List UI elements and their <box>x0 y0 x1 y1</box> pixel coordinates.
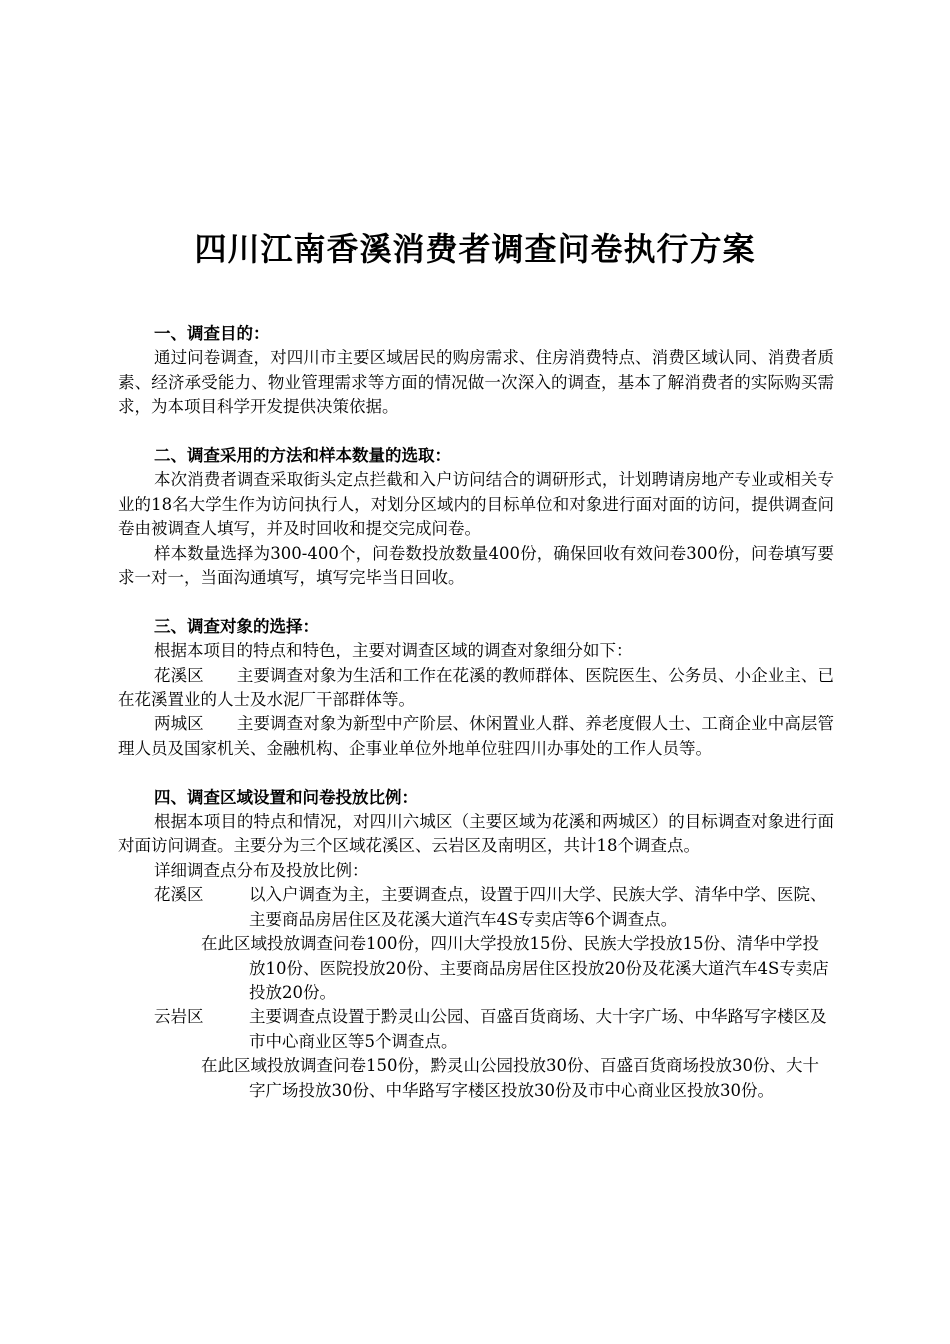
paragraph: 根据本项目的特点和特色，主要对调查区域的调查对象细分如下： <box>154 641 633 661</box>
area-text: 主要调查对象为生活和工作在花溪的教师群体、医院医生、公务员、小企业主、已在花溪置业的人士及水泥厂干部群体等。 <box>118 665 835 710</box>
area-text: 主要调查点设置于黔灵山公园、百盛百货商场、大十字广场、中华路写字楼区及市中心商业区等5个调查点。 <box>249 1007 827 1051</box>
area-label: 云岩区 <box>154 1007 204 1027</box>
area-label: 两城区 <box>154 714 204 734</box>
section-heading: 三、调查对象的选择： <box>154 616 319 636</box>
allocation-text: 在此区域投放调查问卷100份，四川大学投放15份、民族大学投放15份、清华中学投放10份、医院投放20份、主要商品房居住区投放20份及花溪大道汽车4S专卖店投放20份。 <box>201 934 829 1002</box>
area-text: 主要调查对象为新型中产阶层、休闲置业人群、养老度假人士、工商企业中高层管理人员及国家机关、金融机构、企事业单位外地单位驻四川办事处的工作人员等。 <box>118 714 835 758</box>
section-heading: 二、调查采用的方法和样本数量的选取： <box>154 446 451 466</box>
area-label: 花溪区 <box>154 665 204 685</box>
document-body <box>118 322 834 1103</box>
paragraph: 通过问卷调查，对四川市主要区域居民的购房需求、住房消费特点、消费区域认同、消费者质素、经济承受能力、物业管理需求等方面的情况做一次深入的调查，基本了解消费者的实际购买需求，为本项目科学开发提供决策依据。 <box>118 348 834 417</box>
paragraph: 本次消费者调查采取街头定点拦截和入户访问结合的调研形式，计划聘请房地产专业或相关专业的18名大学生作为访问执行人，对划分区域内的目标单位和对象进行面对面的访问，提供调查问卷由被调查人填写，并及时回收和提交完成问卷。 <box>118 470 834 539</box>
paragraph: 样本数量选择为300-400个，问卷数投放数量400份，确保回收有效问卷300份，问卷填写要求一对一，当面沟通填写，填写完毕当日回收。 <box>118 543 834 588</box>
section-heading: 四、调查区域设置和问卷投放比例： <box>154 787 418 807</box>
allocation-text: 在此区域投放调查问卷150份，黔灵山公园投放30份、百盛百货商场投放30份、大十字广场投放30份、中华路写字楼区投放30份及市中心商业区投放30份。 <box>201 1056 819 1100</box>
area-text: 以入户调查为主，主要调查点，设置于四川大学、民族大学、清华中学、医院、主要商品房居住区及花溪大道汽车4S专卖店等6个调查点。 <box>249 885 827 929</box>
area-description <box>118 664 834 713</box>
distribution-item <box>118 883 834 932</box>
paragraph: 详细调查点分布及投放比例： <box>154 860 369 880</box>
area-description <box>118 712 834 761</box>
paragraph: 根据本项目的特点和情况，对四川六城区（主要区域为花溪和两城区）的目标调查对象进行面对面访问调查。主要分为三个区域花溪区、云岩区及南明区，共计18个调查点。 <box>118 812 834 856</box>
area-label: 花溪区 <box>154 885 204 905</box>
section-heading: 一、调查目的： <box>154 324 270 343</box>
document-title: 四川江南香溪消费者调查问卷执行方案 <box>194 230 756 268</box>
distribution-item <box>118 1005 834 1054</box>
